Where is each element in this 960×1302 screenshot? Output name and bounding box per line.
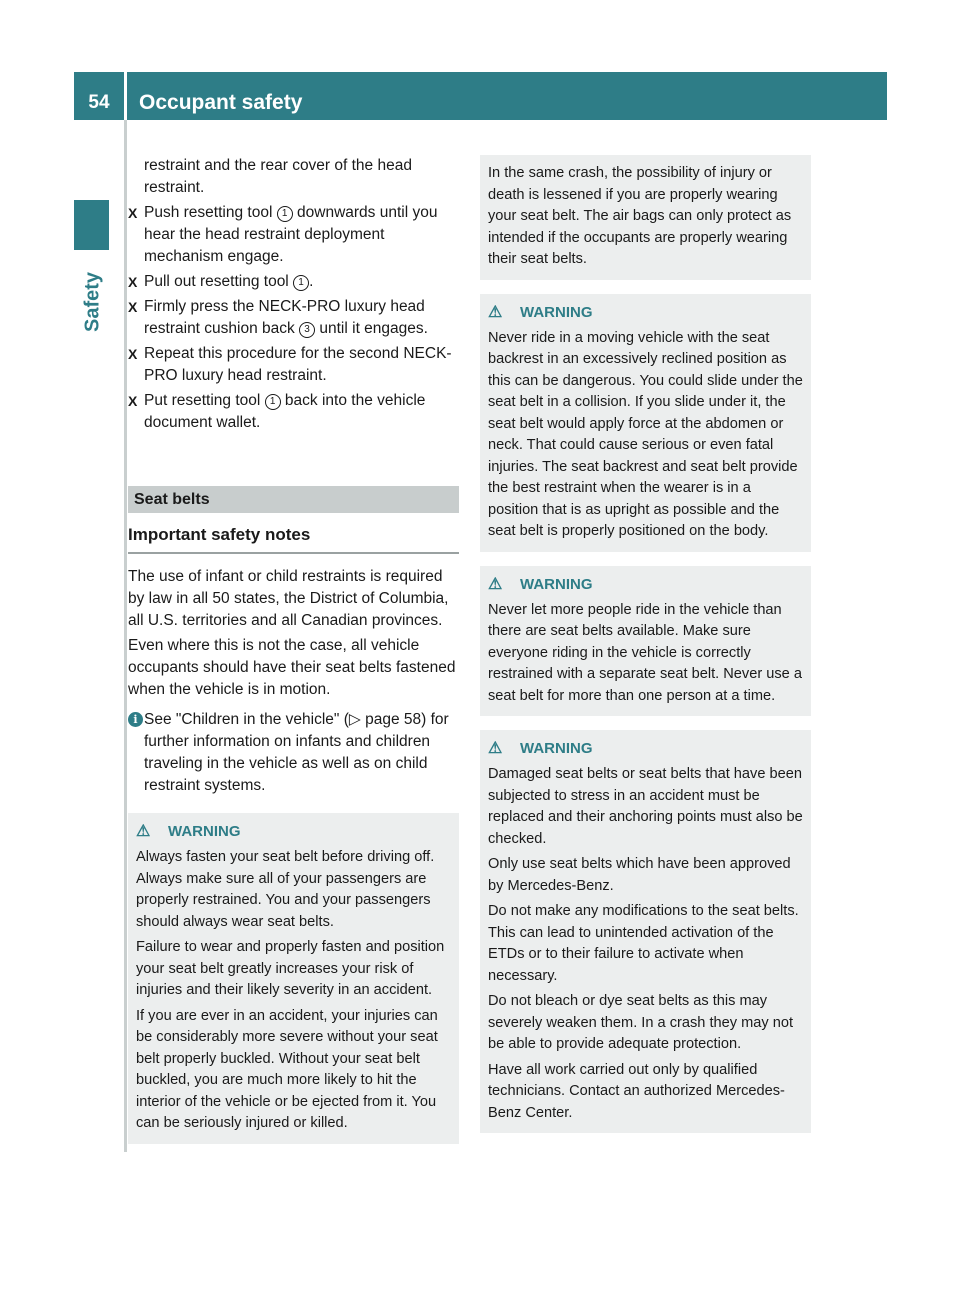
warning-icon: ⚠ [488,740,503,757]
warning-text: Never ride in a moving vehicle with the seat backrest in an excessively reclined position as this can be dangerous. You could slide under the seat belt in a collision. If you slide under it, the seat belt would apply force at the abdomen or neck. That could cause serious or even fatal injuries. The seat backrest and seat belt provide the best restraint when the wearer is in a position that is as upright as possible and the seat belt is properly positioned on the body. [488,329,803,539]
warning-text: Always fasten your seat belt before driving off. Always make sure all of your passengers are properly restrained. You and your passengers should always wear seat belts. [136,849,435,930]
warning-text: Do not make any modifications to the seat belts. This can lead to unintended activation of the ETDs or to their failure to activate when necessary. [488,903,799,984]
warning-heading: ⚠ WARNING [488,302,803,324]
step-marker-icon: X [128,274,138,290]
warning-text: If you are ever in an accident, your injuries can be considerably more severe without your seat belt properly buckled. Without your seat belt buckled, you are much more likely to hit the interior of the vehicle or be ejected from it. You can be seriously injured or killed. [136,1007,438,1131]
step-item: X Repeat this procedure for the second NECK-PRO luxury head restraint. [128,345,452,384]
warning-text: Failure to wear and properly fasten and position your seat belt greatly increases your risk of injuries and their likely severity in an accident. [136,939,445,998]
right-column [480,155,811,1133]
warning-icon: ⚠ [488,575,503,593]
warning-heading: ⚠ WARNING [488,574,803,596]
body-paragraph: Even where this is not the case, all vehicle occupants should have their seat belts fastened when the vehicle is in motion. [128,637,456,698]
warning-text: Have all work carried out only by qualified technicians. Contact an authorized Mercedes-Benz Center. [488,1061,785,1121]
warning-heading: ⚠ WARNING [136,821,451,843]
page-title: Occupant safety [139,91,303,114]
step-item: X Push resetting tool 1 downwards until you hear the head restraint deployment mechanism engage. [128,204,438,265]
warning-text: Do not bleach or dye seat belts as this may severely weaken them. In a crash they may not be able to provide adequate protection. [488,993,793,1052]
intro-text: restraint and the rear cover of the head restraint. [144,157,412,196]
step-item: X Firmly press the NECK-PRO luxury head restraint cushion back 3 until it engages. [128,298,428,337]
callout-number: 1 [293,275,309,291]
warning-heading: ⚠ WARNING [488,738,803,760]
left-column [128,155,459,1144]
info-icon: i [128,712,143,727]
step-item: X Pull out resetting tool 1 . [128,271,459,293]
step-marker-icon: X [128,346,138,362]
warning-box [480,730,811,1133]
warning-icon: ⚠ [136,823,151,840]
callout-number: 3 [299,322,315,338]
page-number: 54 [88,92,110,113]
warning-text: Only use seat belts which have been approved by Mercedes-Benz. [488,856,791,894]
section-title: Seat belts [128,486,459,513]
warning-text: Damaged seat belts or seat belts that have been subjected to stress in an accident must be replaced and their anchoring points must also be checked. [488,766,803,847]
callout-number: 1 [277,206,293,222]
section-tab-label: Safety [81,271,104,333]
step-item: X Put resetting tool 1 back into the vehicle document wallet. [128,392,426,431]
side-divider [124,120,127,1152]
step-marker-icon: X [128,299,138,315]
callout-number: 1 [265,394,281,410]
warning-box [128,813,459,1144]
note-box [480,155,811,280]
info-text: See "Children in the vehicle" (▷ page 58) for further information on infants and children traveling in the vehicle as well as on child restraint systems. [144,711,449,794]
header-divider [124,72,127,120]
note-text: In the same crash, the possibility of injury or death is lessened if you are properly wearing your seat belt. The air bags can only protect as intended if the occupants are properly wearing their seat belts. [488,165,792,267]
step-marker-icon: X [128,205,138,221]
body-paragraph: The use of infant or child restraints is required by law in all 50 states, the District of Columbia, all U.S. territories and all Canadian provinces. [128,568,449,629]
section-tab-marker [74,200,109,250]
info-note [128,709,459,797]
warning-box [480,294,811,552]
step-marker-icon: X [128,393,138,409]
subheading: Important safety notes [128,524,459,554]
warning-box [480,566,811,717]
warning-icon: ⚠ [488,303,503,321]
warning-text: Never let more people ride in the vehicle than there are seat belts available. Make sure everyone riding in the vehicle is correctly restrained with a separate seat belt. Never use a seat belt for more than one person at a time. [488,601,802,704]
